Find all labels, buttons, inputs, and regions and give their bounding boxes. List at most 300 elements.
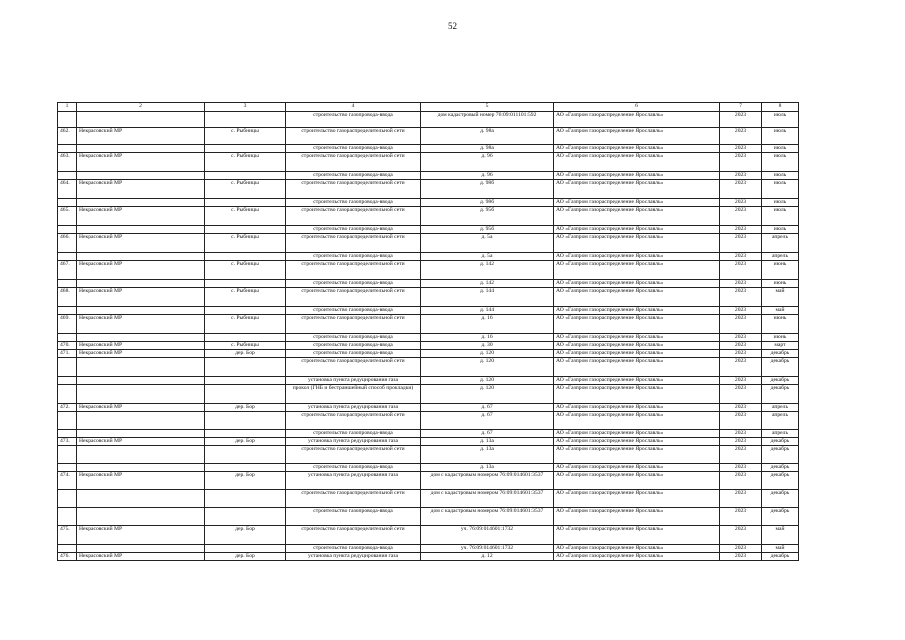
table-row [58,377,799,385]
table-row [58,412,799,430]
table-row [58,472,799,490]
work-type-cell: установка пункта редуцирования газа [286,438,421,446]
district-cell: Некрасовский МР [77,553,205,561]
table-row [58,307,799,315]
organization-cell: АО «Газпром газораспределение Ярославль» [554,358,720,377]
work-type-cell: установка пункта редуцирования газа [286,404,421,412]
address-cell: уч. 76:09:014601:1732 [421,545,554,553]
table-row [58,226,799,234]
row-number-cell: 475. [58,526,77,545]
table-row [58,404,799,412]
address-cell: д. 98б [421,180,554,199]
district-cell [77,280,205,288]
address-cell: д. 95б [421,207,554,226]
row-number-cell: 468. [58,288,77,307]
table-row [58,446,799,464]
address-cell: д. 13а [421,464,554,472]
work-type-cell: строительство газораспределительной сети [286,315,421,334]
month-cell: март [762,342,799,350]
row-number-cell [58,412,77,430]
table-row [58,342,799,350]
work-type-cell: строительство газопровода-ввода [286,430,421,438]
locality-cell: с. Рыбницы [205,234,286,253]
address-cell: д. 96 [421,172,554,180]
month-cell: декабрь [762,438,799,446]
locality-cell [205,464,286,472]
locality-cell: с. Рыбницы [205,180,286,199]
locality-cell [205,385,286,404]
year-cell: 2023 [720,288,762,307]
district-cell: Некрасовский МР [77,404,205,412]
row-number-cell: 465. [58,207,77,226]
year-cell: 2023 [720,404,762,412]
year-cell: 2023 [720,553,762,561]
row-number-cell [58,508,77,526]
district-cell: Некрасовский МР [77,207,205,226]
work-type-cell: установка пункта редуцирования газа [286,553,421,561]
row-number-cell: 462. [58,128,77,145]
column-header: 3 [205,103,286,112]
table-row [58,508,799,526]
month-cell: декабрь [762,358,799,377]
locality-cell [205,307,286,315]
organization-cell: АО «Газпром газораспределение Ярославль» [554,288,720,307]
month-cell: май [762,288,799,307]
district-cell [77,412,205,430]
table-row [58,438,799,446]
locality-cell [205,145,286,153]
table-row [58,199,799,207]
work-type-cell: строительство газораспределительной сети [286,153,421,172]
organization-cell: АО «Газпром газораспределение Ярославль» [554,438,720,446]
table-row [58,464,799,472]
column-header: 5 [421,103,554,112]
work-type-cell: установка пункта редуцирования газа [286,472,421,490]
column-header: 1 [58,103,77,112]
month-cell: апрель [762,234,799,253]
organization-cell: АО «Газпром газораспределение Ярославль» [554,261,720,280]
year-cell: 2023 [720,438,762,446]
organization-cell: АО «Газпром газораспределение Ярославль» [554,307,720,315]
address-cell: д. 98б [421,199,554,207]
locality-cell: с. Рыбницы [205,153,286,172]
district-cell [77,490,205,508]
work-type-cell: установка пункта редуцирования газа [286,377,421,385]
table-row [58,358,799,377]
locality-cell [205,226,286,234]
year-cell: 2023 [720,342,762,350]
organization-cell: АО «Газпром газораспределение Ярославль» [554,145,720,153]
organization-cell: АО «Газпром газораспределение Ярославль» [554,350,720,358]
district-cell [77,358,205,377]
table-row [58,545,799,553]
address-cell: д. 12 [421,553,554,561]
table-row [58,234,799,253]
row-number-cell: 464. [58,180,77,199]
work-type-cell: строительство газопровода-ввода [286,307,421,315]
organization-cell: АО «Газпром газораспределение Ярославль» [554,234,720,253]
table-row [58,288,799,307]
column-header: 7 [720,103,762,112]
month-cell: май [762,545,799,553]
row-number-cell [58,430,77,438]
column-header: 8 [762,103,799,112]
row-number-cell: 469. [58,315,77,334]
work-type-cell: строительство газораспределительной сети [286,490,421,508]
organization-cell: АО «Газпром газораспределение Ярославль» [554,553,720,561]
organization-cell: АО «Газпром газораспределение Ярославль» [554,180,720,199]
row-number-cell [58,112,77,128]
work-type-cell: строительство газораспределительной сети [286,180,421,199]
year-cell: 2023 [720,112,762,128]
year-cell: 2023 [720,430,762,438]
row-number-cell [58,358,77,377]
district-cell [77,545,205,553]
row-number-cell: 466. [58,234,77,253]
gasification-schedule-table [57,102,799,561]
month-cell: июль [762,226,799,234]
year-cell: 2023 [720,385,762,404]
organization-cell: АО «Газпром газораспределение Ярославль» [554,253,720,261]
table-row [58,153,799,172]
work-type-cell: строительство газопровода-ввода [286,253,421,261]
table-row [58,334,799,342]
table-row [58,261,799,280]
address-cell: д. 67 [421,412,554,430]
month-cell: декабрь [762,446,799,464]
row-number-cell [58,199,77,207]
address-cell: д. 95б [421,226,554,234]
district-cell: Некрасовский МР [77,180,205,199]
work-type-cell: строительство газопровода-ввода [286,350,421,358]
organization-cell: АО «Газпром газораспределение Ярославль» [554,446,720,464]
work-type-cell: строительство газопровода-ввода [286,508,421,526]
organization-cell: АО «Газпром газораспределение Ярославль» [554,526,720,545]
organization-cell: АО «Газпром газораспределение Ярославль» [554,172,720,180]
work-type-cell: прокол (ГНБ и бестраншейный способ прокладки) [286,385,421,404]
table-row [58,430,799,438]
row-number-cell [58,385,77,404]
month-cell: июнь [762,261,799,280]
table-row [58,253,799,261]
month-cell: июнь [762,334,799,342]
work-type-cell: строительство газораспределительной сети [286,128,421,145]
locality-cell [205,412,286,430]
district-cell [77,446,205,464]
locality-cell [205,199,286,207]
locality-cell: с. Рыбницы [205,288,286,307]
row-number-cell [58,545,77,553]
row-number-cell: 470. [58,342,77,350]
month-cell: декабрь [762,490,799,508]
year-cell: 2023 [720,350,762,358]
work-type-cell: строительство газопровода-ввода [286,545,421,553]
month-cell: июль [762,112,799,128]
row-number-cell [58,464,77,472]
year-cell: 2023 [720,526,762,545]
district-cell [77,172,205,180]
locality-cell [205,545,286,553]
row-number-cell: 463. [58,153,77,172]
month-cell: апрель [762,253,799,261]
address-cell: д. 16 [421,315,554,334]
work-type-cell: строительство газораспределительной сети [286,288,421,307]
work-type-cell: строительство газопровода-ввода [286,112,421,128]
table-row [58,553,799,561]
locality-cell: дер. Бор [205,526,286,545]
work-type-cell: строительство газопровода-ввода [286,172,421,180]
column-header: 4 [286,103,421,112]
table-row [58,350,799,358]
year-cell: 2023 [720,412,762,430]
year-cell: 2023 [720,234,762,253]
work-type-cell: строительство газораспределительной сети [286,526,421,545]
work-type-cell: строительство газопровода-ввода [286,334,421,342]
table-row [58,112,799,128]
organization-cell: АО «Газпром газораспределение Ярославль» [554,334,720,342]
work-type-cell: строительство газопровода-ввода [286,280,421,288]
locality-cell: с. Рыбницы [205,315,286,334]
locality-cell [205,446,286,464]
organization-cell: АО «Газпром газораспределение Ярославль» [554,490,720,508]
year-cell: 2023 [720,545,762,553]
locality-cell [205,172,286,180]
year-cell: 2023 [720,464,762,472]
address-cell: д. 5а [421,253,554,261]
work-type-cell: строительство газораспределительной сети [286,234,421,253]
district-cell [77,377,205,385]
year-cell: 2023 [720,334,762,342]
district-cell: Некрасовский МР [77,315,205,334]
table-row [58,128,799,145]
locality-cell: с. Рыбницы [205,342,286,350]
locality-cell: дер. Бор [205,350,286,358]
address-cell: д. 120 [421,385,554,404]
district-cell: Некрасовский МР [77,128,205,145]
organization-cell: АО «Газпром газораспределение Ярославль» [554,472,720,490]
district-cell: Некрасовский МР [77,153,205,172]
address-cell: д. 120 [421,377,554,385]
district-cell: Некрасовский МР [77,261,205,280]
district-cell: Некрасовский МР [77,234,205,253]
year-cell: 2023 [720,153,762,172]
district-cell: Некрасовский МР [77,526,205,545]
organization-cell: АО «Газпром газораспределение Ярославль» [554,404,720,412]
work-type-cell: строительство газопровода-ввода [286,199,421,207]
month-cell: апрель [762,412,799,430]
column-number-row [58,103,799,112]
address-cell: д. 67 [421,404,554,412]
month-cell: май [762,307,799,315]
organization-cell: АО «Газпром газораспределение Ярославль» [554,464,720,472]
organization-cell: АО «Газпром газораспределение Ярославль» [554,128,720,145]
district-cell: Некрасовский МР [77,472,205,490]
work-type-cell: строительство газораспределительной сети [286,446,421,464]
locality-cell: с. Рыбницы [205,207,286,226]
organization-cell: АО «Газпром газораспределение Ярославль» [554,385,720,404]
work-type-cell: строительство газопровода-ввода [286,464,421,472]
organization-cell: АО «Газпром газораспределение Ярославль» [554,508,720,526]
row-number-cell [58,253,77,261]
table-row [58,490,799,508]
locality-cell [205,377,286,385]
year-cell: 2023 [720,180,762,199]
month-cell: декабрь [762,377,799,385]
month-cell: декабрь [762,385,799,404]
district-cell [77,334,205,342]
month-cell: июль [762,199,799,207]
work-type-cell: строительство газораспределительной сети [286,412,421,430]
table-row [58,172,799,180]
table-row [58,315,799,334]
district-cell [77,464,205,472]
year-cell: 2023 [720,508,762,526]
month-cell: июль [762,153,799,172]
month-cell: май [762,526,799,545]
organization-cell: АО «Газпром газораспределение Ярославль» [554,199,720,207]
month-cell: апрель [762,404,799,412]
year-cell: 2023 [720,472,762,490]
year-cell: 2023 [720,358,762,377]
address-cell: дом с кадастровым номером 76:09:014601:3537 [421,508,554,526]
address-cell: дом с кадастровым номером 76:09:014601:3537 [421,472,554,490]
locality-cell: дер. Бор [205,472,286,490]
organization-cell: АО «Газпром газораспределение Ярославль» [554,342,720,350]
row-number-cell [58,145,77,153]
district-cell [77,253,205,261]
locality-cell [205,280,286,288]
address-cell: д. 96 [421,153,554,172]
address-cell: д. 98а [421,145,554,153]
organization-cell: АО «Газпром газораспределение Ярославль» [554,226,720,234]
district-cell: Некрасовский МР [77,438,205,446]
table-row [58,280,799,288]
row-number-cell: 471. [58,350,77,358]
locality-cell [205,358,286,377]
locality-cell: дер. Бор [205,404,286,412]
row-number-cell: 473. [58,438,77,446]
row-number-cell: 472. [58,404,77,412]
table-row [58,145,799,153]
work-type-cell: строительство газопровода-ввода [286,145,421,153]
row-number-cell: 476. [58,553,77,561]
locality-cell: дер. Бор [205,438,286,446]
row-number-cell [58,490,77,508]
table-row [58,207,799,226]
district-cell: Некрасовский МР [77,350,205,358]
row-number-cell [58,446,77,464]
locality-cell [205,508,286,526]
month-cell: июль [762,128,799,145]
address-cell: д. 98а [421,128,554,145]
locality-cell [205,253,286,261]
year-cell: 2023 [720,172,762,180]
district-cell [77,112,205,128]
address-cell: дом с кадастровым номером 76:09:014601:3537 [421,490,554,508]
year-cell: 2023 [720,280,762,288]
year-cell: 2023 [720,207,762,226]
year-cell: 2023 [720,307,762,315]
row-number-cell [58,377,77,385]
year-cell: 2023 [720,253,762,261]
month-cell: июнь [762,280,799,288]
work-type-cell: строительство газопровода-ввода [286,342,421,350]
organization-cell: АО «Газпром газораспределение Ярославль» [554,207,720,226]
address-cell: д. 120 [421,350,554,358]
locality-cell [205,112,286,128]
month-cell: июль [762,172,799,180]
year-cell: 2023 [720,315,762,334]
organization-cell: АО «Газпром газораспределение Ярославль» [554,377,720,385]
locality-cell: с. Рыбницы [205,128,286,145]
table-row [58,180,799,199]
organization-cell: АО «Газпром газораспределение Ярославль» [554,412,720,430]
year-cell: 2023 [720,128,762,145]
row-number-cell [58,172,77,180]
month-cell: декабрь [762,350,799,358]
address-cell: д. 30 [421,342,554,350]
organization-cell: АО «Газпром газораспределение Ярославль» [554,315,720,334]
district-cell [77,508,205,526]
address-cell: д. 142 [421,261,554,280]
row-number-cell [58,280,77,288]
year-cell: 2023 [720,199,762,207]
work-type-cell: строительство газопровода-ввода [286,226,421,234]
row-number-cell: 474. [58,472,77,490]
organization-cell: АО «Газпром газораспределение Ярославль» [554,112,720,128]
year-cell: 2023 [720,226,762,234]
row-number-cell [58,334,77,342]
district-cell: Некрасовский МР [77,288,205,307]
locality-cell [205,490,286,508]
month-cell: июль [762,207,799,226]
work-type-cell: строительство газораспределительной сети [286,207,421,226]
year-cell: 2023 [720,145,762,153]
year-cell: 2023 [720,490,762,508]
address-cell: д. 142 [421,280,554,288]
table-row [58,385,799,404]
row-number-cell [58,226,77,234]
locality-cell [205,430,286,438]
table-row [58,526,799,545]
column-header: 2 [77,103,205,112]
year-cell: 2023 [720,261,762,280]
address-cell: дом кадастровый номер 76:09:011101:592 [421,112,554,128]
organization-cell: АО «Газпром газораспределение Ярославль» [554,280,720,288]
district-cell [77,307,205,315]
month-cell: декабрь [762,472,799,490]
district-cell [77,145,205,153]
month-cell: июнь [762,315,799,334]
page-number: 52 [448,21,457,31]
month-cell: апрель [762,430,799,438]
address-cell: д. 5а [421,234,554,253]
work-type-cell: строительство газораспределительной сети [286,358,421,377]
locality-cell: дер. Бор [205,553,286,561]
district-cell [77,199,205,207]
year-cell: 2023 [720,377,762,385]
row-number-cell [58,307,77,315]
locality-cell [205,334,286,342]
address-cell: д. 13а [421,446,554,464]
address-cell: д. 144 [421,288,554,307]
district-cell: Некрасовский МР [77,342,205,350]
month-cell: июль [762,180,799,199]
address-cell: д. 144 [421,307,554,315]
organization-cell: АО «Газпром газораспределение Ярославль» [554,545,720,553]
district-cell [77,430,205,438]
year-cell: 2023 [720,446,762,464]
